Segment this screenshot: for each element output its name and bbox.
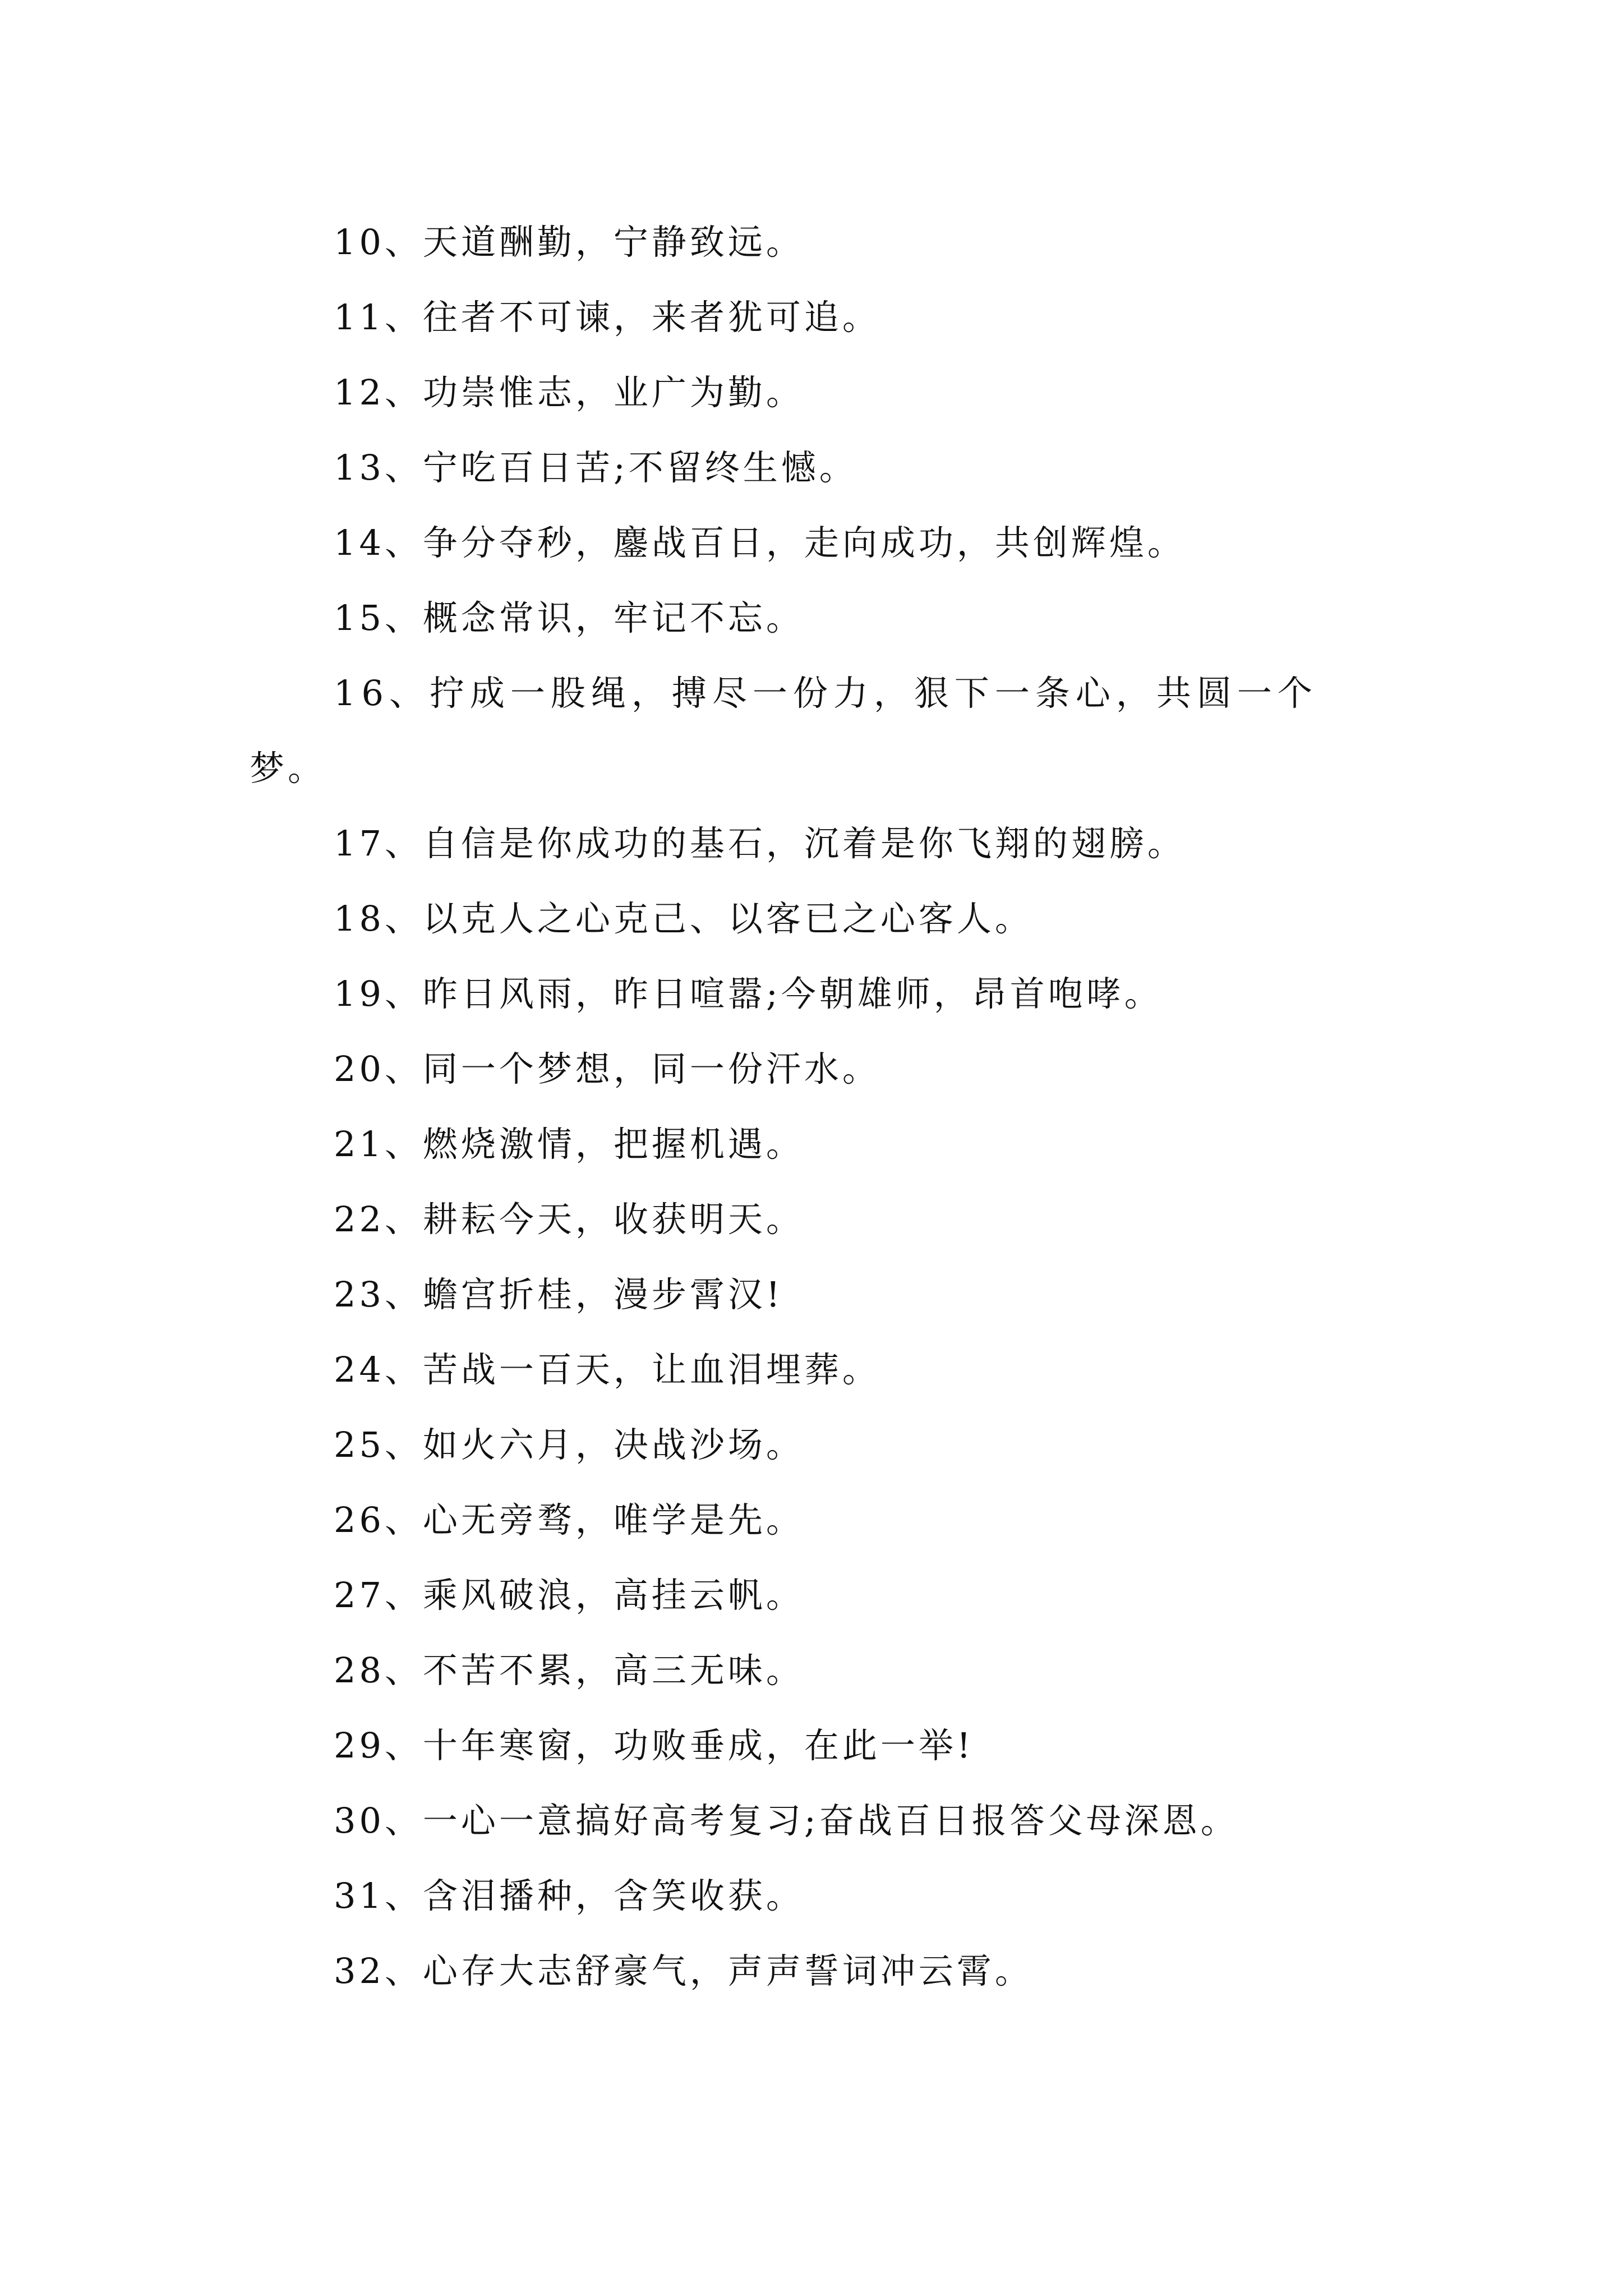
list-item: 32、心存大志舒豪气，声声誓词冲云霄。 bbox=[334, 1950, 1033, 1991]
list-item: 17、自信是你成功的基石，沉着是你飞翔的翅膀。 bbox=[334, 823, 1186, 864]
list-item: 10、天道酬勤，宁静致远。 bbox=[334, 222, 804, 263]
list-item-continuation: 梦。 bbox=[250, 748, 326, 789]
document-body bbox=[250, 205, 1402, 2009]
list-item: 16、拧成一股绳，搏尽一份力，狠下一条心，共圆一个 bbox=[334, 673, 1318, 714]
list-item: 30、一心一意搞好高考复习;奋战百日报答父母深恩。 bbox=[334, 1800, 1239, 1841]
list-item: 23、蟾宫折桂，漫步霄汉! bbox=[334, 1274, 783, 1315]
list-item: 20、同一个梦想，同一份汗水。 bbox=[334, 1048, 880, 1089]
list-item: 28、不苦不累，高三无味。 bbox=[334, 1650, 804, 1691]
list-item: 12、功崇惟志，业广为勤。 bbox=[334, 372, 804, 413]
list-item: 31、含泪播种，含笑收获。 bbox=[334, 1875, 804, 1916]
list-item: 11、往者不可谏，来者犹可追。 bbox=[334, 297, 880, 338]
list-item: 29、十年寒窗，功败垂成，在此一举! bbox=[334, 1725, 974, 1766]
list-item: 14、争分夺秒，鏖战百日，走向成功，共创辉煌。 bbox=[334, 522, 1186, 563]
list-item: 19、昨日风雨，昨日喧嚣;今朝雄师，昂首咆哮。 bbox=[334, 973, 1163, 1014]
list-item: 13、宁吃百日苦;不留终生憾。 bbox=[334, 447, 857, 488]
list-item: 25、如火六月，决战沙场。 bbox=[334, 1424, 804, 1465]
list-item: 21、燃烧激情，把握机遇。 bbox=[334, 1124, 804, 1165]
list-item: 15、概念常识，牢记不忘。 bbox=[334, 597, 804, 638]
list-item: 27、乘风破浪，高挂云帆。 bbox=[334, 1575, 804, 1616]
list-item: 22、耕耘今天，收获明天。 bbox=[334, 1199, 804, 1240]
list-item: 18、以克人之心克己、以客已之心客人。 bbox=[334, 898, 1033, 939]
list-item: 24、苦战一百天，让血泪埋葬。 bbox=[334, 1349, 880, 1390]
list-item: 26、心无旁骛，唯学是先。 bbox=[334, 1499, 804, 1540]
